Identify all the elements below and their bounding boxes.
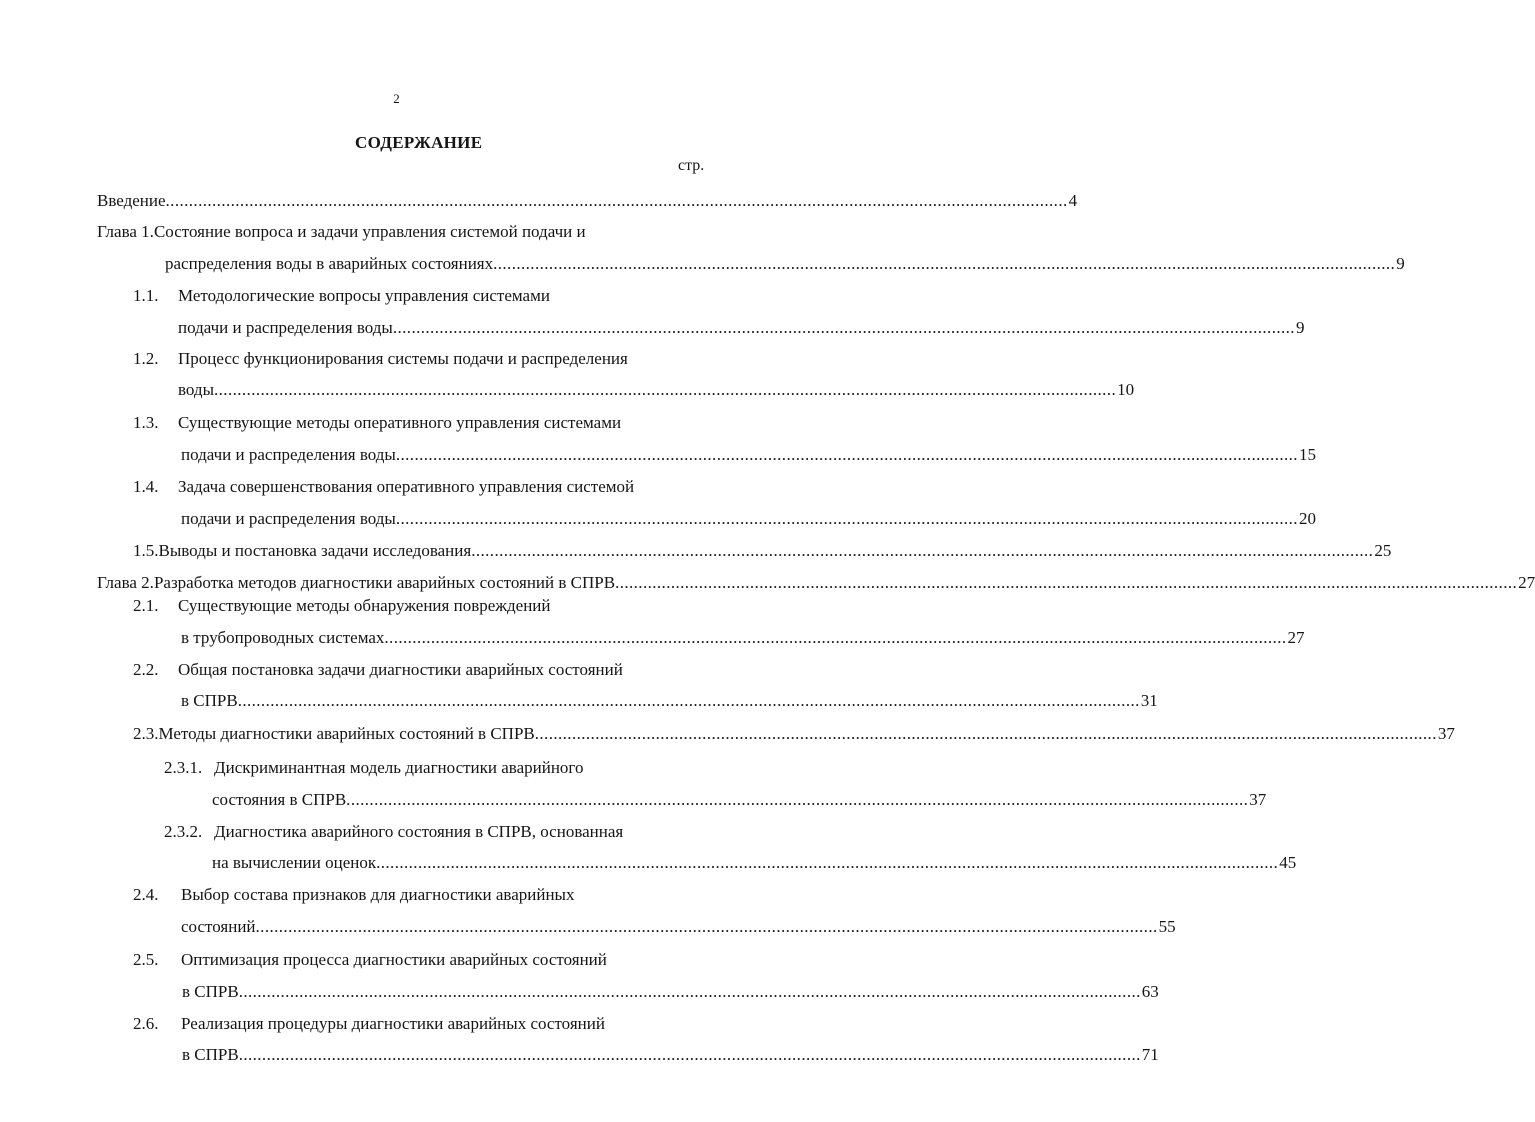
toc-entry-2-2-cont [181, 691, 1158, 711]
toc-leader-dots: .................................................................................................................................................................................................. [237, 691, 1140, 710]
toc-entry-2-1-cont [181, 628, 1305, 648]
toc-entry-text: Существующие методы оперативного управления системами [178, 413, 622, 432]
toc-entry-text: подачи и распределения воды [178, 318, 393, 337]
toc-entry-1-1-cont [178, 318, 1305, 338]
toc-entry-1-4 [133, 477, 634, 497]
toc-entry-text: состояний [181, 917, 256, 936]
toc-entry-text: состояния в СПРВ [212, 790, 347, 809]
page-number: 2 [393, 91, 400, 106]
toc-entry-page: 45 [1279, 853, 1297, 872]
toc-leader-dots: .................................................................................................................................................................................................. [238, 982, 1141, 1001]
toc-entry-chapter-1 [97, 222, 586, 242]
toc-entry-number: 2.6. [133, 1014, 159, 1033]
toc-entry-chapter-2 [97, 573, 1535, 593]
toc-leader-dots: .................................................................................................................................................................................................. [384, 628, 1287, 647]
toc-title: СОДЕРЖАНИЕ [355, 133, 483, 152]
toc-entry-text: распределения воды в аварийных состояниях [165, 254, 494, 273]
toc-entry-number: 1.1. [133, 286, 159, 305]
toc-entry-text: Задача совершенствования оперативного управления системой [178, 477, 635, 496]
toc-entry-text: Процесс функционирования системы подачи и распределения [178, 349, 628, 368]
toc-entry-text: Дискриминантная модель диагностики аварийного [214, 758, 584, 777]
toc-entry-number: 2.5. [133, 950, 159, 969]
toc-leader-dots: .................................................................................................................................................................................................. [534, 724, 1437, 743]
toc-leader-dots: .................................................................................................................................................................................................. [395, 509, 1298, 528]
toc-entry-2-4-cont [181, 917, 1176, 937]
toc-entry-2-2 [133, 660, 623, 680]
toc-entry-page: 9 [1295, 318, 1305, 337]
toc-entry-intro [97, 191, 1078, 211]
toc-entry-1-1 [133, 286, 550, 306]
toc-entry-page: 71 [1141, 1045, 1159, 1064]
toc-entry-2-3-1-cont [212, 790, 1267, 810]
toc-entry-page: 25 [1374, 541, 1392, 560]
toc-entry-text: в СПРВ [181, 691, 238, 710]
toc-entry-page: 15 [1298, 445, 1316, 464]
toc-entry-2-3-2-cont [212, 853, 1297, 873]
toc-entry-number: 1.5. [133, 541, 159, 560]
toc-entry-2-3 [133, 724, 1455, 744]
toc-entry-text: в СПРВ [182, 982, 239, 1001]
toc-leader-dots: .................................................................................................................................................................................................. [214, 380, 1117, 399]
toc-entry-page: 37 [1249, 790, 1267, 809]
toc-entry-number: 2.1. [133, 596, 159, 615]
toc-entry-page: 31 [1140, 691, 1158, 710]
toc-entry-number: 1.2. [133, 349, 159, 368]
toc-entry-2-4 [133, 885, 574, 905]
toc-entry-text: Оптимизация процесса диагностики аварийных состояний [181, 950, 607, 969]
toc-entry-number: Глава 2. [97, 573, 154, 592]
toc-entry-text: Разработка методов диагностики аварийных состояний в СПРВ [153, 573, 616, 592]
toc-entry-text: подачи и распределения воды [181, 445, 396, 464]
toc-entry-2-3-2 [164, 822, 623, 842]
toc-entry-page: 27 [1287, 628, 1305, 647]
toc-entry-chapter-1-cont [165, 254, 1405, 274]
toc-entry-page: 20 [1298, 509, 1316, 528]
toc-leader-dots: .................................................................................................................................................................................................. [376, 853, 1279, 872]
toc-leader-dots: .................................................................................................................................................................................................. [392, 318, 1295, 337]
toc-entry-text: Выбор состава признаков для диагностики аварийных [181, 885, 575, 904]
toc-entry-number: 2.4. [133, 885, 159, 904]
toc-entry-number: 2.3. [133, 724, 159, 743]
toc-entry-page: 37 [1437, 724, 1455, 743]
toc-entry-2-6 [133, 1014, 605, 1034]
toc-entry-page: 27 [1518, 573, 1535, 592]
toc-entry-number: 2.2. [133, 660, 159, 679]
toc-entry-2-3-1 [164, 758, 583, 778]
toc-entry-number: Глава 1. [97, 222, 154, 241]
toc-entry-text: Введение [97, 191, 166, 210]
toc-leader-dots: .................................................................................................................................................................................................. [471, 541, 1374, 560]
toc-entry-text: на вычислении оценок [212, 853, 377, 872]
toc-entry-page: 10 [1117, 380, 1135, 399]
toc-entry-2-1 [133, 596, 551, 616]
toc-entry-1-3-cont [181, 445, 1316, 465]
toc-entry-number: 1.3. [133, 413, 159, 432]
toc-entry-text: в СПРВ [182, 1045, 239, 1064]
toc-entry-page: 4 [1068, 191, 1078, 210]
toc-entry-2-6-cont [182, 1045, 1159, 1065]
toc-entry-text: Методологические вопросы управления системами [178, 286, 550, 305]
toc-entry-2-5 [133, 950, 607, 970]
toc-entry-1-3 [133, 413, 621, 433]
toc-entry-number: 1.4. [133, 477, 159, 496]
toc-leader-dots: .................................................................................................................................................................................................. [165, 191, 1068, 210]
toc-entry-1-5 [133, 541, 1392, 561]
toc-leader-dots: .................................................................................................................................................................................................. [395, 445, 1298, 464]
toc-entry-text: Общая постановка задачи диагностики аварийных состояний [178, 660, 623, 679]
toc-entry-page: 9 [1396, 254, 1405, 273]
toc-leader-dots: .................................................................................................................................................................................................. [346, 790, 1249, 809]
toc-entry-text: Существующие методы обнаружения повреждений [178, 596, 551, 615]
toc-entry-text: воды [178, 380, 214, 399]
toc-leader-dots: .................................................................................................................................................................................................. [238, 1045, 1141, 1064]
toc-entry-1-4-cont [181, 509, 1316, 529]
toc-leader-dots: .................................................................................................................................................................................................. [615, 573, 1518, 592]
toc-entry-page: 63 [1141, 982, 1159, 1001]
toc-entry-text: Диагностика аварийного состояния в СПРВ, основанная [214, 822, 624, 841]
toc-entry-1-2 [133, 349, 628, 369]
toc-entry-text: Реализация процедуры диагностики аварийных состояний [181, 1014, 605, 1033]
toc-entry-text: в трубопроводных системах [181, 628, 385, 647]
toc-entry-text: Выводы и постановка задачи исследования [158, 541, 472, 560]
toc-entry-number: 2.3.2. [164, 822, 203, 841]
toc-leader-dots: .................................................................................................................................................................................................. [255, 917, 1158, 936]
toc-entry-number: 2.3.1. [164, 758, 203, 777]
toc-entry-2-5-cont [182, 982, 1159, 1002]
toc-entry-1-2-cont [178, 380, 1135, 400]
page-column-label: стр. [678, 157, 705, 174]
toc-entry-text: Состояние вопроса и задачи управления системой подачи и [153, 222, 586, 241]
toc-entry-page: 55 [1158, 917, 1176, 936]
toc-leader-dots: .................................................................................................................................................................................................. [493, 254, 1396, 273]
toc-entry-text: Методы диагностики аварийных состояний в СПРВ [158, 724, 535, 743]
toc-entry-text: подачи и распределения воды [181, 509, 396, 528]
